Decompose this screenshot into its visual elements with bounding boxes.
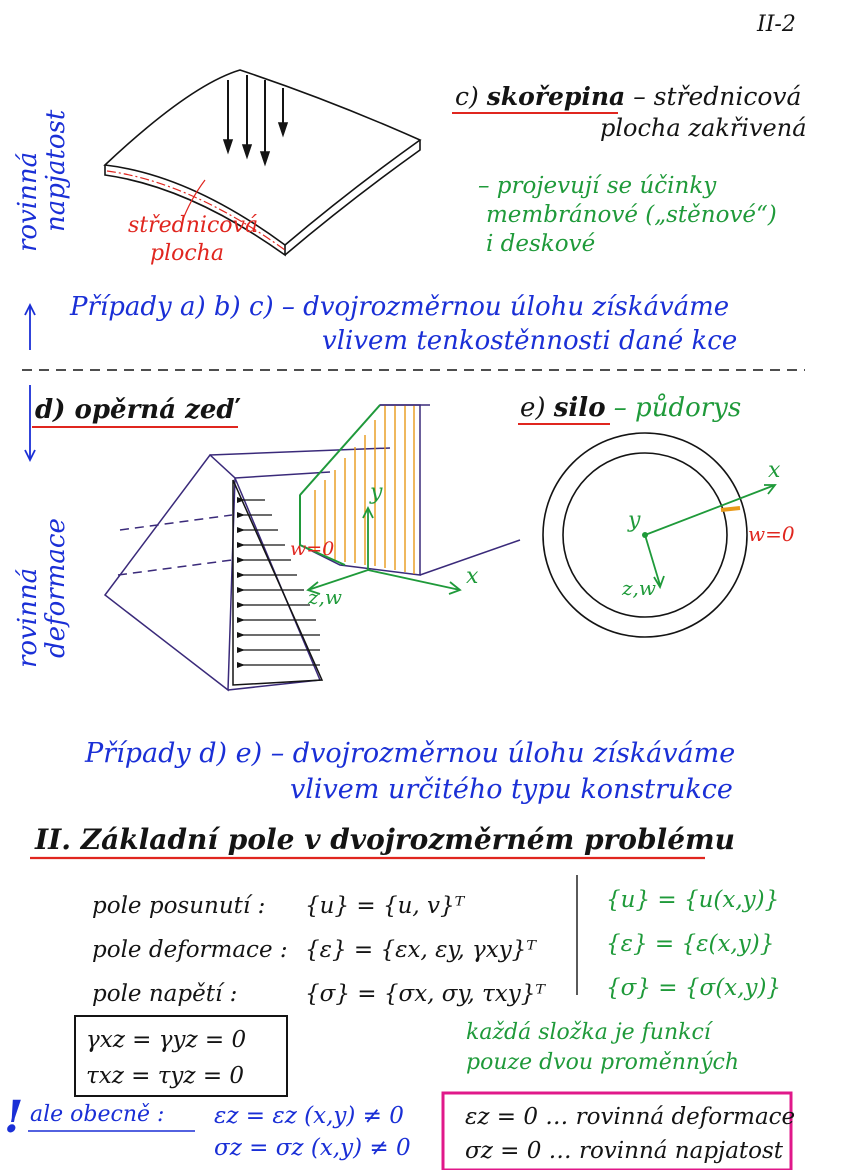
side-label-bottom xyxy=(14,518,70,668)
field-expr-displacement: {u} = {u, v}ᵀ xyxy=(305,893,465,919)
zero-shear-text xyxy=(86,1022,246,1094)
shell-note-line2: membránové („stěnové“) xyxy=(486,202,777,228)
shell-note xyxy=(478,172,777,259)
zero-shear-gamma: γxz = γyz = 0 xyxy=(86,1027,247,1053)
wall-label-x: x xyxy=(466,564,479,589)
each-component-note xyxy=(466,1018,739,1078)
shell-heading-letter: c) xyxy=(455,82,479,111)
field-func-strain: {ε} = {ε(x,y)} xyxy=(606,931,775,957)
generally-exprs xyxy=(214,1100,411,1164)
wall-label-zw: z,w xyxy=(308,585,343,609)
shell-heading-line2: plocha zakřivená xyxy=(600,114,807,142)
field-names xyxy=(92,884,288,1016)
wall-label-y: y xyxy=(370,480,383,505)
cases-abc-line1: Případy a) b) c) – dvojrozměrnou úlohu získáváme xyxy=(70,292,730,322)
zero-shear-tau: τxz = τyz = 0 xyxy=(86,1063,245,1089)
shell-note-line3: i deskové xyxy=(486,231,596,257)
field-exprs xyxy=(305,884,545,1016)
cases-abc-line2: vlivem tenkostěnnosti dané kce xyxy=(322,326,738,356)
side-arrow xyxy=(25,305,35,460)
silo-label-x: x xyxy=(768,458,781,483)
generally-label: ale obecně : xyxy=(30,1102,165,1127)
silo-heading-rest: – půdorys xyxy=(613,393,742,423)
field-func-stress: {σ} = {σ(x,y)} xyxy=(606,975,782,1001)
mid-surface-line2: plocha xyxy=(150,241,224,266)
page-number: II-2 xyxy=(757,12,796,37)
generally-sigma-z: σz = σz (x,y) ≠ 0 xyxy=(214,1135,411,1161)
exclamation-mark: ! xyxy=(4,1092,24,1143)
shell-heading xyxy=(455,82,801,111)
field-expr-strain: {ε} = {εx, εy, γxy}ᵀ xyxy=(305,937,536,963)
silo-heading-word: silo xyxy=(553,393,606,423)
shell-heading-rest: – střednicová xyxy=(633,82,802,111)
field-name-displacement: pole posunutí : xyxy=(92,893,266,919)
shell-heading-word: skořepina xyxy=(486,82,626,111)
shell-note-line1: – projevují se účinky xyxy=(478,173,717,199)
field-name-stress: pole napětí : xyxy=(92,981,238,1007)
field-func-displacement: {u} = {u(x,y)} xyxy=(606,887,780,913)
silo-heading-letter: e) xyxy=(520,393,546,423)
side-label-top xyxy=(14,110,70,252)
pink-box-text xyxy=(465,1100,795,1168)
silo-heading xyxy=(520,393,741,423)
silo-label-zw: z,w xyxy=(622,576,657,600)
silo-label-w0: w=0 xyxy=(748,522,795,546)
plane-strain-line: εz = 0 … rovinná deformace xyxy=(465,1104,796,1130)
mid-surface-label xyxy=(128,212,258,268)
field-name-strain: pole deformace : xyxy=(92,937,288,963)
silo-drawing xyxy=(543,433,775,637)
silo-label-y: y xyxy=(628,508,641,533)
cases-de xyxy=(85,736,735,808)
field-funcs xyxy=(606,878,781,1010)
field-expr-stress: {σ} = {σx, σy, τxy}ᵀ xyxy=(305,981,546,1007)
wall-heading: d) opěrná zeď xyxy=(35,395,235,425)
cases-abc xyxy=(70,290,737,358)
side-label-top-line1: rovinná xyxy=(13,151,43,252)
cases-de-line2: vlivem určitého typu konstrukce xyxy=(290,774,733,805)
generally-eps-z: εz = εz (x,y) ≠ 0 xyxy=(214,1103,404,1129)
mid-surface-line1: střednicová xyxy=(128,213,259,238)
each-component-line1: každá složka je funkcí xyxy=(466,1020,711,1045)
cases-de-line1: Případy d) e) – dvojrozměrnou úlohu získáváme xyxy=(85,738,736,769)
section-title: II. Základní pole v dvojrozměrném problému xyxy=(35,823,735,856)
side-label-bottom-line2: deformace xyxy=(41,518,71,658)
plane-stress-line: σz = 0 … rovinná napjatost xyxy=(465,1138,784,1164)
each-component-line2: pouze dvou proměnných xyxy=(466,1050,740,1075)
wall-label-w0: w=0 xyxy=(290,538,335,560)
side-label-top-line2: napjatost xyxy=(41,109,71,232)
side-label-bottom-line1: rovinná xyxy=(13,567,43,668)
